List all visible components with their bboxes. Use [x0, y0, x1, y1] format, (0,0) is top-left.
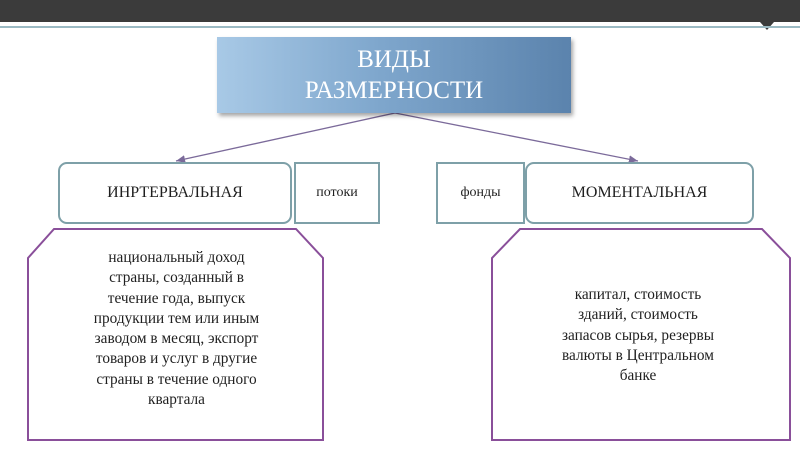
interval-type-label: ИНРТЕРВАЛЬНАЯ: [107, 184, 243, 201]
funds-tag-label: фонды: [460, 185, 501, 200]
diagram-title: ВИДЫ РАЗМЕРНОСТИ: [304, 46, 484, 104]
interval-description: национальный доход страны, созданный в течение года, выпуск продукции тем или иным заводом в месяц, экспорт товаров и услуг в другие страны в течение одного квартала: [93, 249, 260, 409]
moment-description: капитал, стоимость зданий, стоимость запасов сырья, резервы валюты в Центральном банке: [561, 286, 715, 385]
moment-type-label: МОМЕНТАЛЬНАЯ: [571, 184, 708, 201]
flows-tag-label: потоки: [316, 185, 358, 200]
